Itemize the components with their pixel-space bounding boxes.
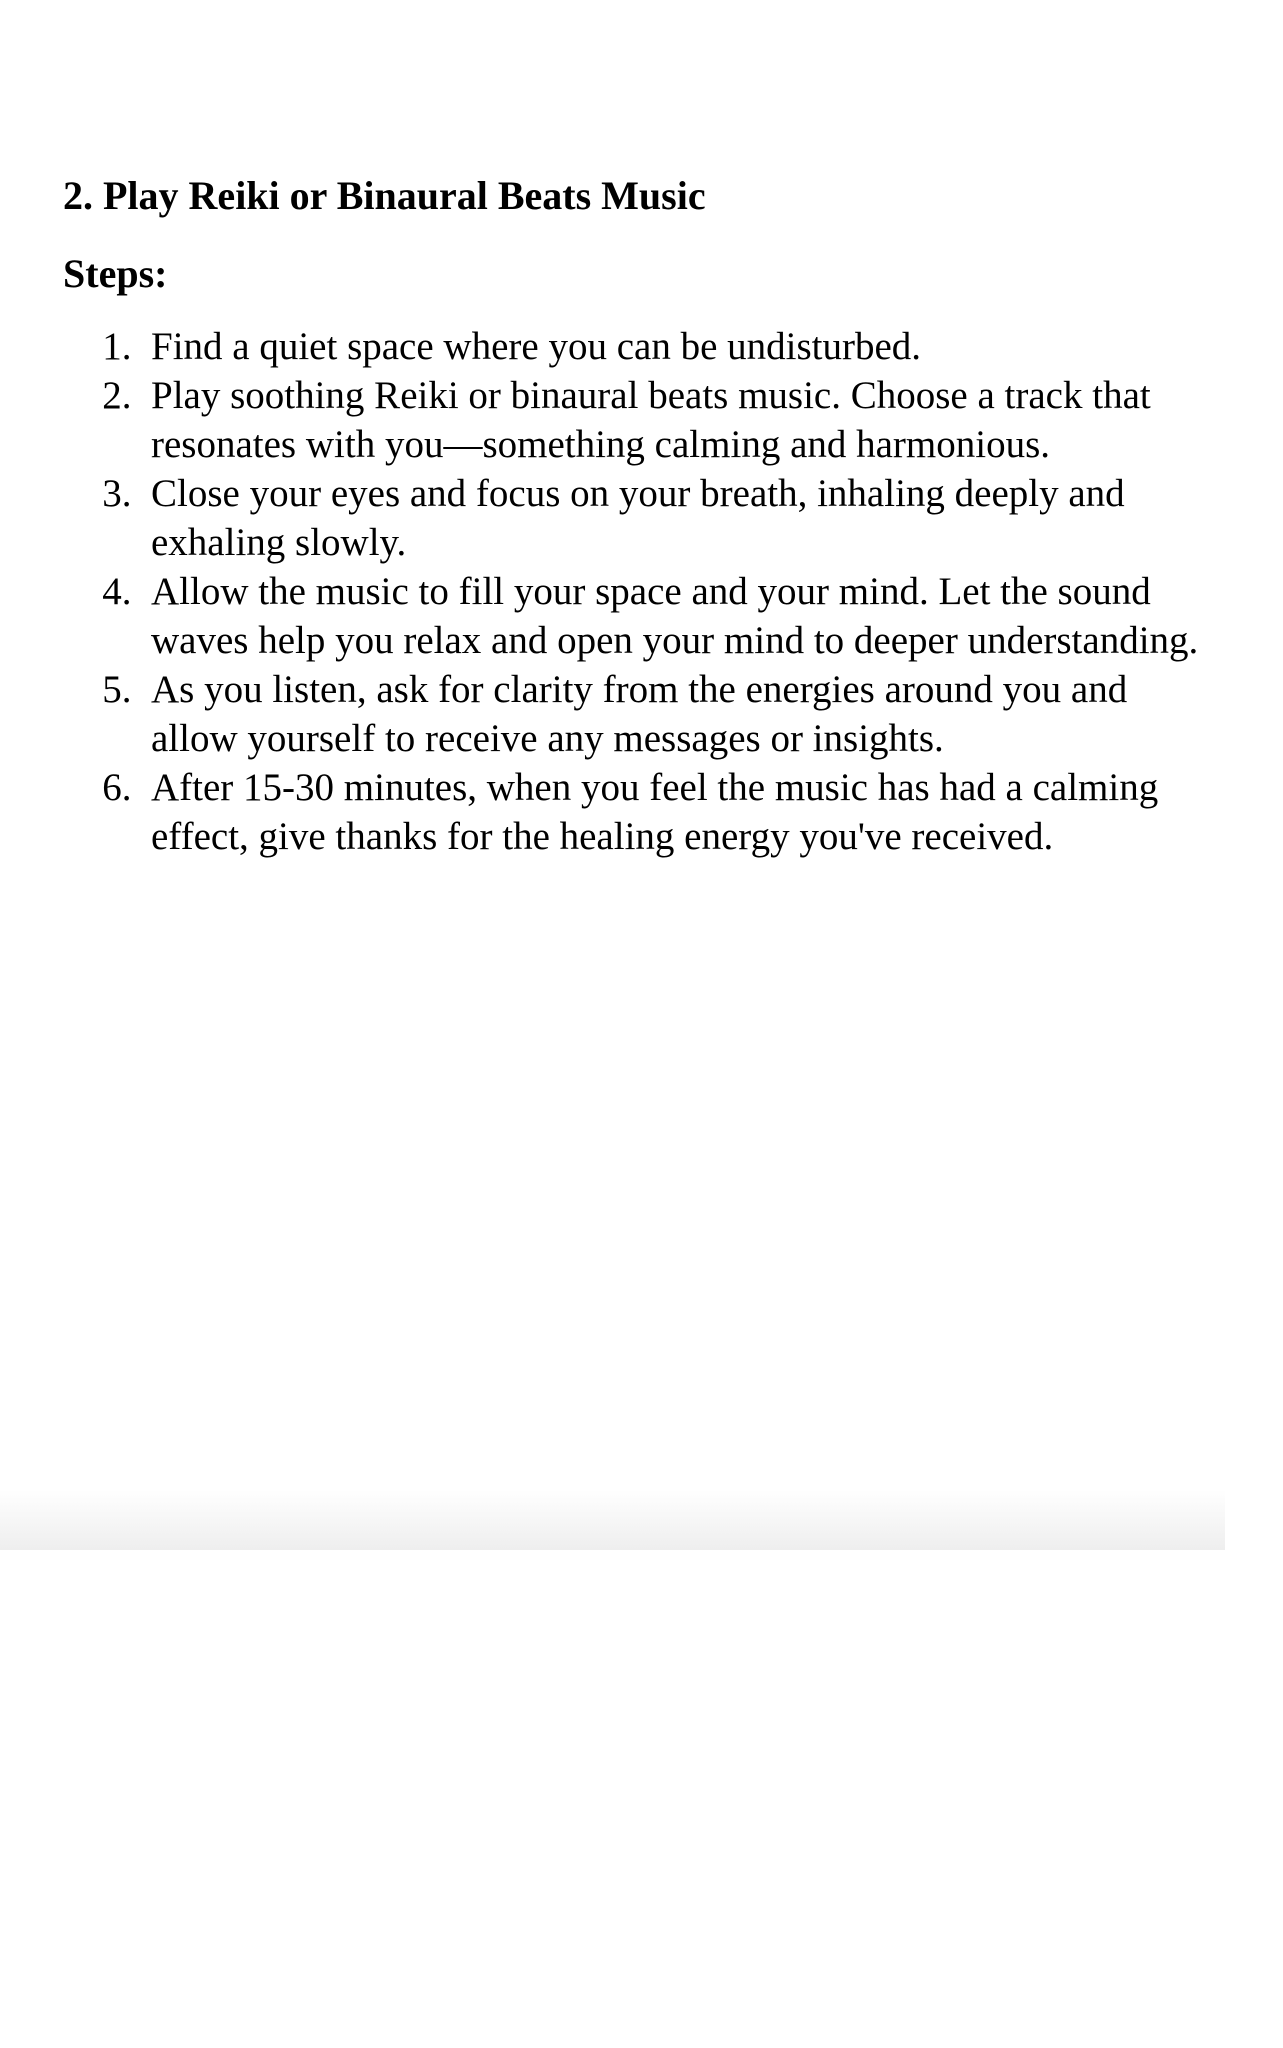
list-item [63,665,1223,763]
section-heading: 2. Play Reiki or Binaural Beats Music [63,173,706,218]
list-item-number: 3. [102,472,132,515]
list-item-text: Allow the music to fill your space and your mind. Let the sound waves help you relax and open your mind to deeper understanding. [151,570,1199,662]
list-item-number: 2. [102,374,132,417]
list-item-number: 5. [102,668,132,711]
document-content [63,172,1223,861]
list-item-text: Find a quiet space where you can be undisturbed. [151,325,922,368]
list-item-number: 6. [102,766,132,809]
list-item-text: Play soothing Reiki or binaural beats music. Choose a track that resonates with you—something calming and harmonious. [151,374,1151,466]
steps-list [63,322,1223,861]
list-item [63,469,1223,567]
list-item [63,567,1223,665]
list-item [63,371,1223,469]
list-item-text: After 15-30 minutes, when you feel the music has had a calming effect, give thanks for the healing energy you've received. [151,766,1159,858]
list-item-text: Close your eyes and focus on your breath, inhaling deeply and exhaling slowly. [151,472,1125,564]
list-item-number: 4. [102,570,132,613]
list-item-text: As you listen, ask for clarity from the energies around you and allow yourself to receive any messages or insights. [151,668,1128,760]
list-item-number: 1. [102,325,132,368]
steps-label: Steps: [63,251,168,296]
page-bottom-shadow [0,1490,1225,1550]
list-item [63,763,1223,861]
list-item [63,322,1223,371]
